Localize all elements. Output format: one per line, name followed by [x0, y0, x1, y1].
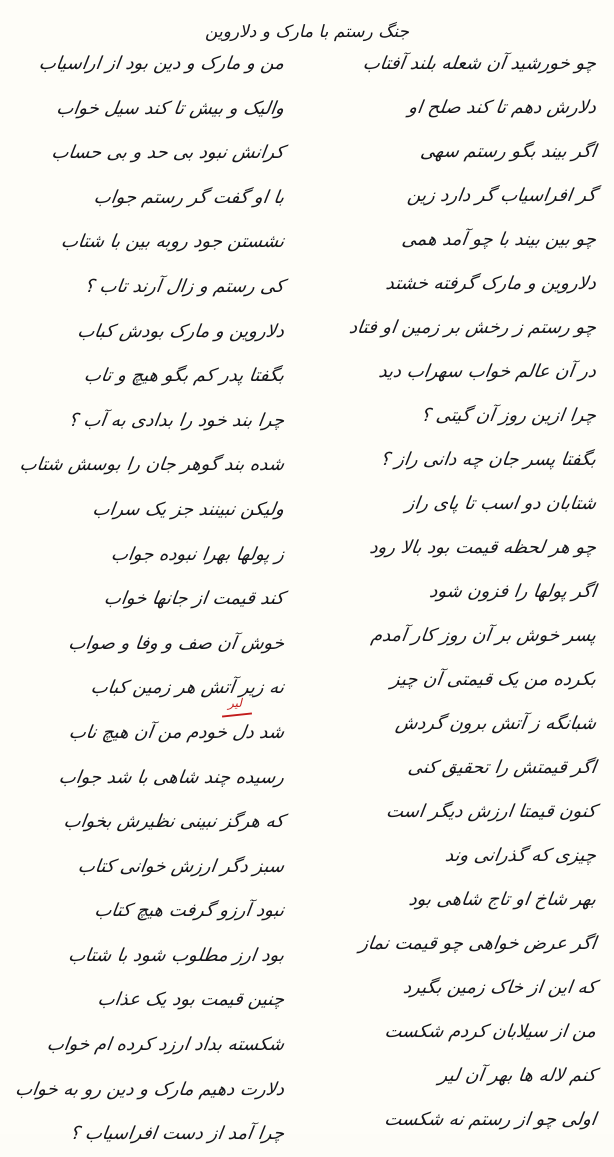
right-verse-line: کنون قیمتا ارزش دیگر است — [384, 801, 598, 822]
right-verse-line: اگر عرض خواهی چو قیمت نماز — [357, 933, 598, 954]
right-verse-line: اگر بیند بگو رستم سهی — [419, 141, 598, 162]
right-verse-line: چو هر لحظه قیمت بود بالا رود — [368, 537, 598, 558]
correction-note: لیر — [228, 696, 242, 710]
left-verse-line: بگفتا پدر کم بگو هیچ و تاب — [82, 365, 286, 387]
right-verse-line: شبانگه ز آتش برون گردش — [394, 713, 598, 734]
left-verse-line: نبود آرزو گرفت هیچ کتاب — [93, 900, 286, 922]
left-verse-line: که هرگز نبینی نظیرش بخواب — [62, 811, 286, 833]
right-verse-line: گر افراسیاب گر دارد زین — [406, 185, 598, 206]
left-verse-line: چرا آمد از دست افراسیاب ؟ — [68, 1123, 286, 1145]
left-verse-line: کند قیمت از جانها خواب — [102, 588, 286, 610]
left-verse-line: ز پولها بهرا نبوده جواب — [109, 543, 286, 565]
right-verse-line: که این از خاک زمین بگیرد — [401, 977, 598, 998]
right-verse-line: بکرده من یک قیمتی آن چیز — [389, 669, 598, 690]
right-verse-line: دلاروین و مارک گرفته خشتد — [384, 273, 598, 294]
left-verse-line: چنین قیمت بود یک عذاب — [96, 989, 286, 1011]
left-verse-line: کی رستم و زال آرند تاب ؟ — [82, 275, 286, 297]
right-verse-line: دلارش دهم تا کند صلح او — [407, 97, 598, 118]
page-title: جنگ رستم با مارک و دلاروین — [205, 22, 409, 42]
left-verse-line: شده بند گوهر جان را بوسش شتاب — [18, 454, 286, 476]
right-verse-line: شتابان دو اسب تا پای راز — [404, 493, 598, 514]
right-verse-line: پسر خوش بر آن روز کار آمدم — [369, 625, 598, 646]
left-verse-line: رسیده چند شاهی با شد جواب — [57, 766, 286, 788]
left-verse-line: دلارت دهیم مارک و دین رو به خواب — [13, 1078, 286, 1100]
right-column — [336, 42, 596, 1142]
right-verse-line: بگفتا پسر جان چه دانی راز ؟ — [378, 449, 598, 470]
right-verse-line: چو بین بیند با چو آمد همی — [400, 229, 598, 250]
left-verse-line: بود ارز مطلوب شود با شتاب — [66, 944, 286, 966]
left-verse-line: کرانش نبود بی حد و بی حساب — [50, 142, 286, 164]
right-verse-line: چو خورشید آن شعله بلند آفتاب — [361, 53, 598, 74]
right-verse-line: اولی چو از رستم نه شکست — [383, 1109, 598, 1130]
left-verse-line: چرا بند خود را بدادی به آب ؟ — [66, 409, 286, 431]
left-verse-line: با او گفت گر رستم جواب — [92, 186, 286, 208]
left-verse-line: سبز دگر ارزش خوانی کتاب — [76, 855, 286, 877]
right-verse-line: چو رستم ز رخش بر زمین او فتاد — [347, 317, 598, 338]
left-verse-line: والیک و بیش تا کند سیل خواب — [55, 97, 286, 119]
left-verse-line: ولیکن نبینند جز یک سراب — [91, 498, 286, 520]
right-verse-line: چرا ازین روز آن گیتی ؟ — [419, 405, 598, 426]
right-verse-line: بهر شاخ او تاج شاهی بود — [407, 889, 598, 910]
right-verse-line: اگر قیمتش را تحقیق کنی — [406, 757, 598, 778]
left-verse-line: خوش آن صف و وفا و صواب — [67, 632, 286, 654]
right-verse-line: کنم لاله ها بهر آن لیر — [437, 1065, 598, 1086]
left-verse-line: شکسته بداد ارزد کرده ام خواب — [45, 1034, 286, 1056]
left-column — [9, 42, 284, 1157]
left-verse-line: دلاروین و مارک بودش کباب — [76, 320, 286, 342]
right-verse-line: اگر پولها را فزون شود — [428, 581, 598, 602]
right-verse-line: چیزی که گذرانی وند — [443, 845, 598, 866]
left-verse-line: نه زیر آتش هر زمین کباب — [89, 677, 286, 699]
left-verse-line: شد دل خودم من آن هیچ ناب — [67, 721, 286, 743]
right-verse-line: من از سیلابان کردم شکست — [383, 1021, 598, 1042]
left-verse-line: نشستن جود روبه بین با شتاب — [59, 231, 286, 253]
left-verse-line: من و مارک و دین بود از اراسیاب — [37, 53, 286, 74]
right-verse-line: در آن عالم خواب سهراب دید — [377, 361, 598, 382]
